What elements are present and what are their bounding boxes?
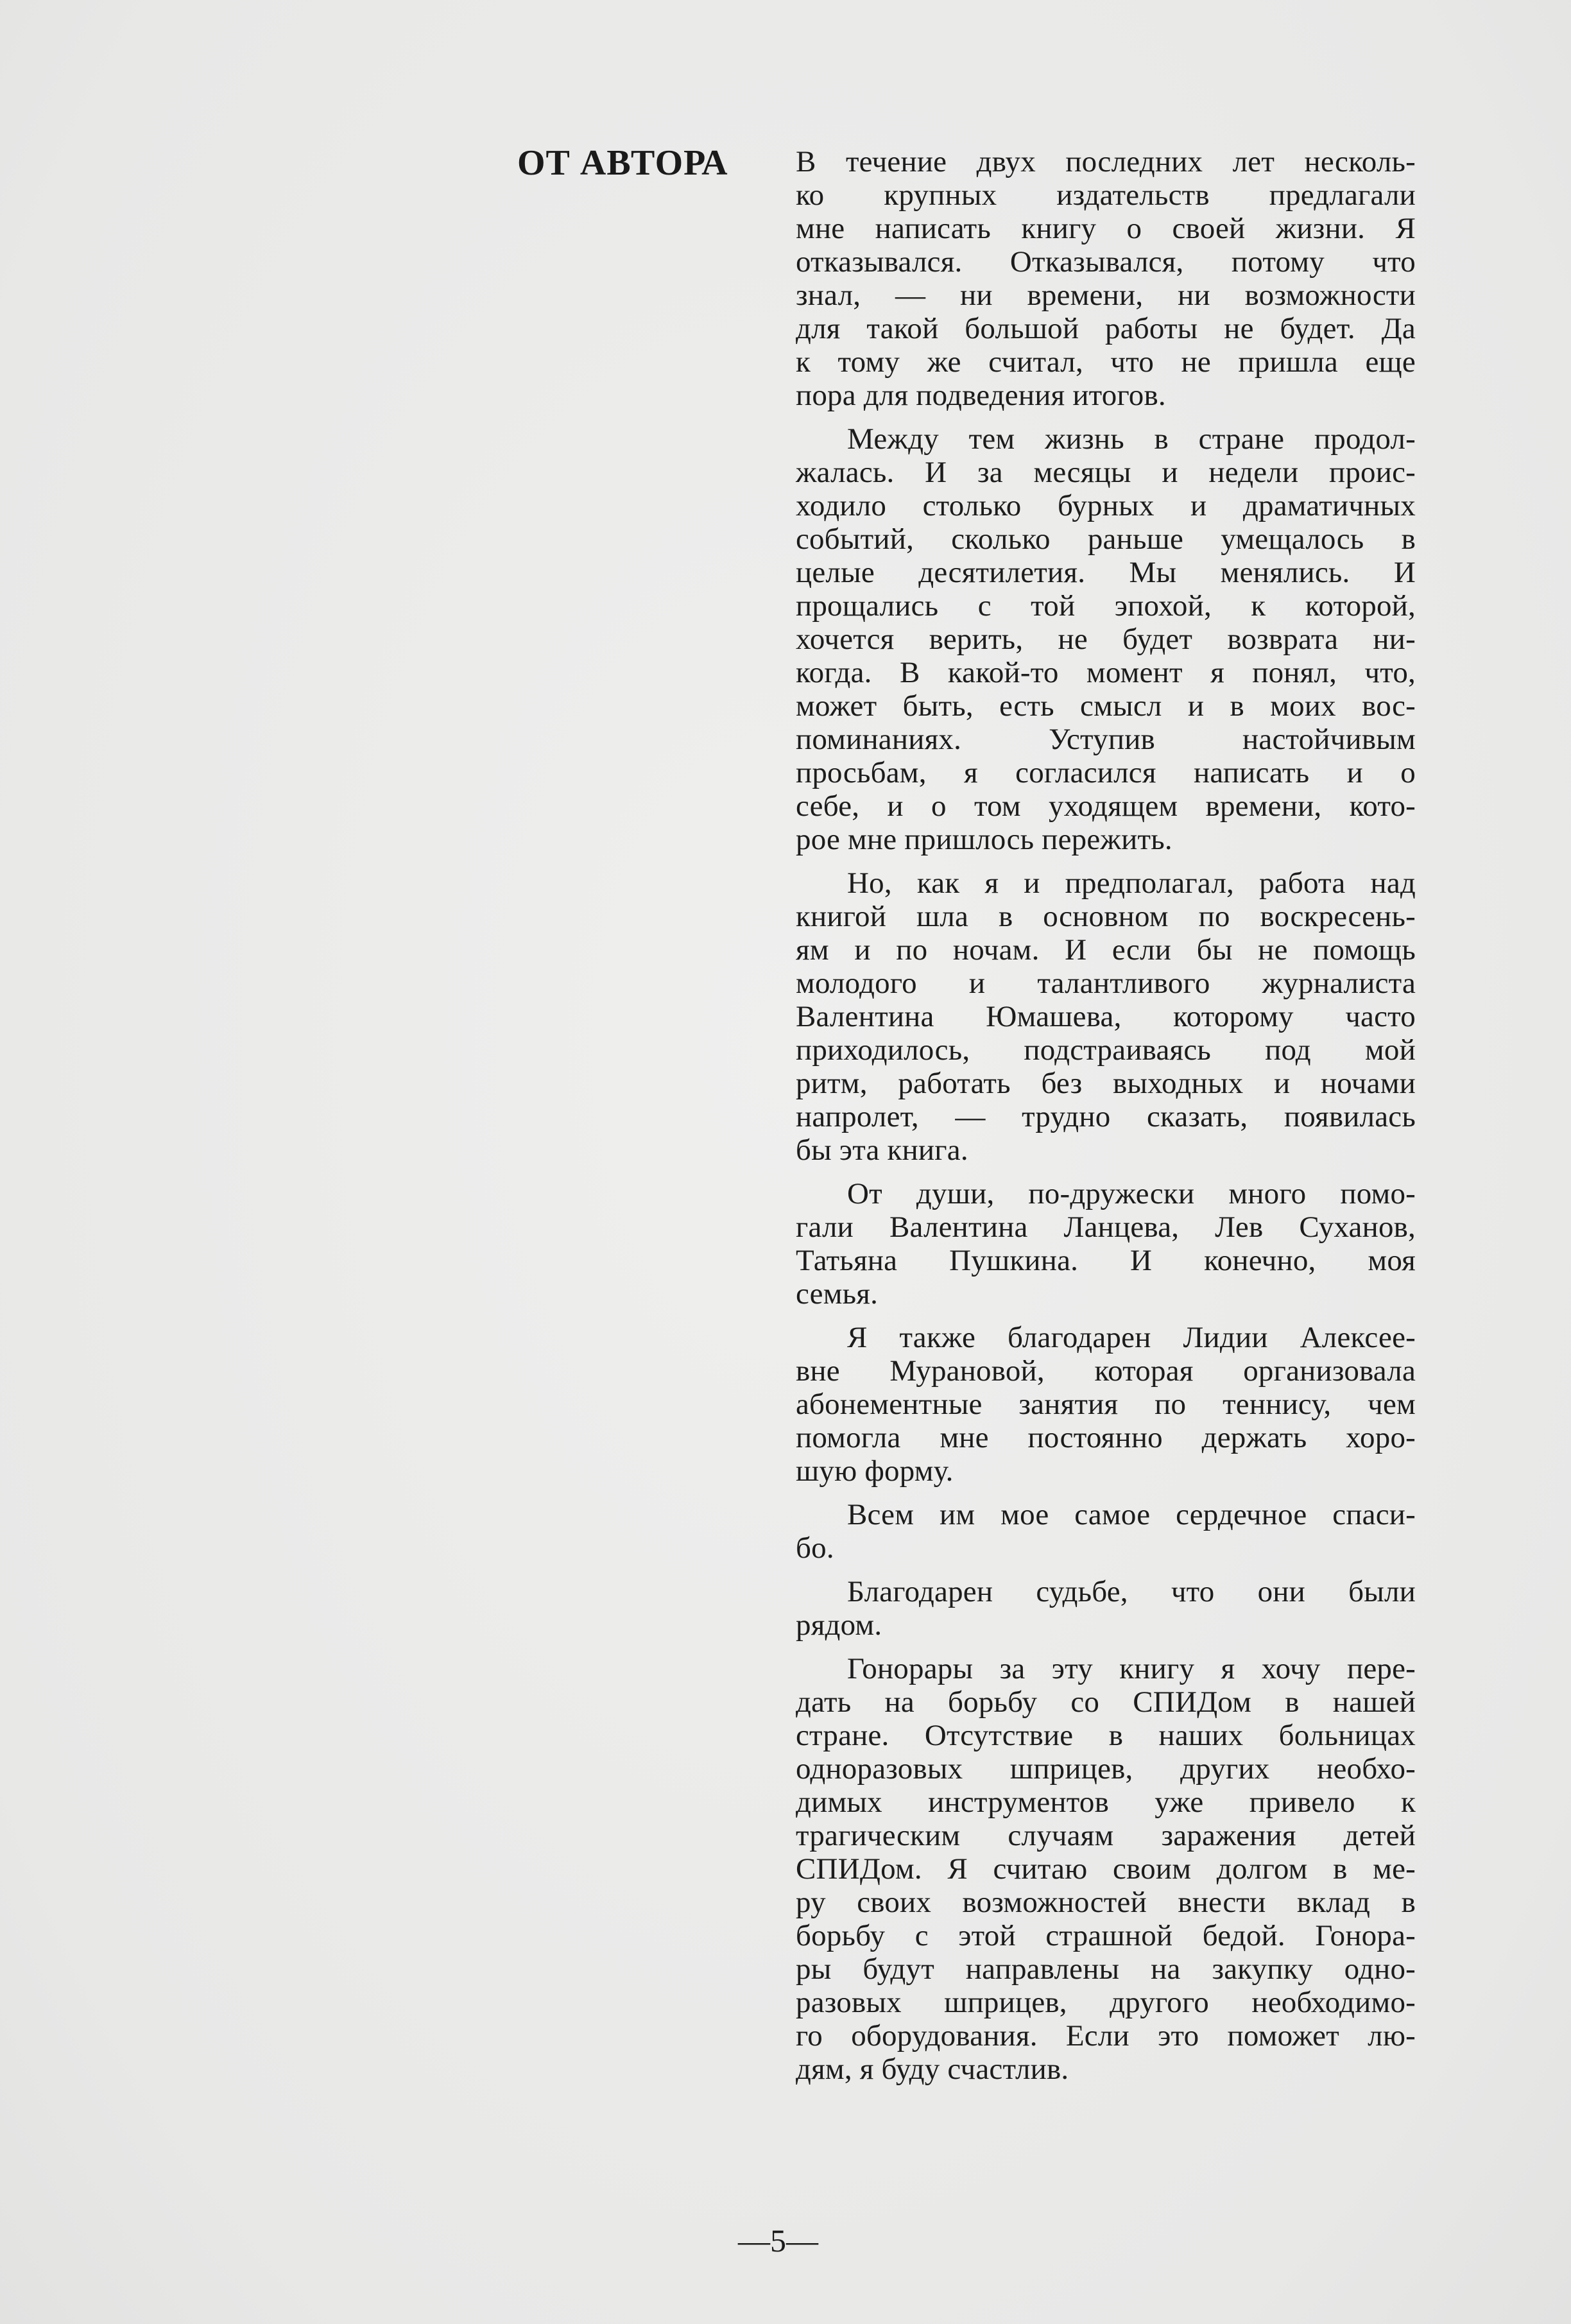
paragraph [796,422,1416,856]
text-line: Валентина Юмашева, которому часто [796,1000,1416,1033]
text-line: рое мне пришлось пережить. [796,823,1172,856]
text-line: шую форму. [796,1454,954,1488]
text-line: Но, как я и предполагал, работа над [847,866,1416,900]
text-line: рядом. [796,1608,882,1642]
text-line: книгой шла в основном по воскресень- [796,900,1416,933]
text-line: борьбу с этой страшной бедой. Гонора- [796,1919,1416,1952]
paragraph [796,866,1416,1167]
text-line: От души, по-дружески много помо- [847,1177,1416,1210]
text-line: бы эта книга. [796,1133,968,1167]
text-line: стране. Отсутствие в наших больницах [796,1719,1416,1752]
text-line: когда. В какой-то момент я понял, что, [796,656,1416,689]
text-line: трагическим случаям заражения детей [796,1819,1416,1852]
text-line: Всем им мое самое сердечное спаси- [847,1498,1416,1531]
text-line: абонементные занятия по теннису, чем [796,1388,1416,1421]
text-line: семья. [796,1277,879,1311]
paragraph [796,1575,1416,1642]
text-line: отказывался. Отказывался, потому что [796,245,1416,279]
text-line: ру своих возможностей внести вклад в [796,1886,1416,1919]
text-line: вне Мурановой, которая организовала [796,1354,1416,1388]
text-line: ры будут направлены на закупку одно- [796,1952,1416,1986]
text-line: пора для подведения итогов. [796,379,1166,412]
text-line: для такой большой работы не будет. Да [796,312,1416,345]
text-line: В течение двух последних лет несколь- [796,145,1416,178]
text-line: хочется верить, не будет возврата ни- [796,623,1416,656]
text-line: СПИДом. Я считаю своим долгом в ме- [796,1852,1416,1886]
text-line: себе, и о том уходящем времени, кото- [796,789,1416,823]
text-line: дать на борьбу со СПИДом в нашей [796,1685,1416,1719]
text-line: может быть, есть смысл и в моих вос- [796,689,1416,723]
text-line: разовых шприцев, другого необходимо- [796,1986,1416,2019]
text-line: Между тем жизнь в стране продол- [847,422,1416,456]
text-line: Благодарен судьбе, что они были [847,1575,1416,1608]
text-line: помогла мне постоянно держать хоро- [796,1421,1416,1454]
text-line: Татьяна Пушкина. И конечно, моя [796,1244,1416,1277]
chapter-heading: ОТ АВТОРА [517,143,728,183]
text-line: просьбам, я согласился написать и о [796,756,1416,789]
text-line: молодого и талантливого журналиста [796,967,1416,1000]
text-line: приходилось, подстраиваясь под мой [796,1033,1416,1067]
text-line: одноразовых шприцев, других необхо- [796,1752,1416,1786]
paragraph [796,145,1416,412]
text-line: Гонорары за эту книгу я хочу пере- [847,1652,1416,1685]
text-line: жалась. И за месяцы и недели проис- [796,456,1416,489]
page-number: —5— [738,2223,818,2259]
text-line: ям и по ночам. И если бы не помощь [796,933,1416,967]
text-line: ко крупных издательств предлагали [796,178,1416,212]
paragraph [796,1652,1416,2086]
text-line: к тому же считал, что не пришла еще [796,345,1416,379]
body-text-column [796,145,1416,2086]
text-line: дям, я буду счастлив. [796,2053,1069,2086]
text-line: ходило столько бурных и драматичных [796,489,1416,522]
text-line: прощались с той эпохой, к которой, [796,589,1416,623]
text-line: целые десятилетия. Мы менялись. И [796,556,1416,589]
text-line: гали Валентина Ланцева, Лев Суханов, [796,1210,1416,1244]
text-line: димых инструментов уже привело к [796,1786,1416,1819]
text-line: ритм, работать без выходных и ночами [796,1067,1416,1100]
paragraph [796,1177,1416,1311]
text-line: знал, — ни времени, ни возможности [796,279,1416,312]
paragraph [796,1498,1416,1565]
text-line: мне написать книгу о своей жизни. Я [796,212,1416,245]
paragraph [796,1321,1416,1488]
text-line: напролет, — трудно сказать, появилась [796,1100,1416,1133]
text-line: событий, сколько раньше умещалось в [796,522,1416,556]
text-line: го оборудования. Если это поможет лю- [796,2019,1416,2053]
text-line: Я также благодарен Лидии Алексее- [847,1321,1416,1354]
text-line: поминаниях. Уступив настойчивым [796,723,1416,756]
text-line: бо. [796,1531,834,1565]
